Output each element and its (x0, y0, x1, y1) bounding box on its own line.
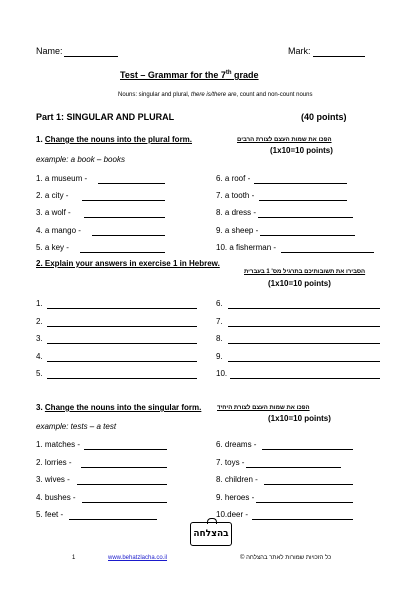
ex3-item-label: 5. feet - (36, 510, 64, 519)
mark-field[interactable] (313, 56, 365, 57)
ex1-instruction: 1. Change the nouns into the plural form. (36, 135, 193, 144)
ex3-item-label: 6. dreams - (216, 440, 257, 449)
ex1-item-answer-line[interactable] (84, 217, 165, 218)
logo-arch-icon (207, 518, 217, 524)
ex3-instruction: 3. Change the nouns into the singular form. (36, 403, 202, 412)
ex2-item-answer-line[interactable] (228, 308, 380, 309)
ex3-item-answer-line[interactable] (246, 467, 341, 468)
ex2-item-label: 8. (216, 334, 223, 343)
ex1-item-label: 4. a mango - (36, 225, 81, 235)
ex1-item-label: 7. a tooth - (216, 191, 255, 201)
ex2-item-label: 9. (216, 351, 223, 361)
part1-title: Part 1: SINGULAR AND PLURAL (36, 112, 175, 122)
ex2-hebrew: הסבירו את תשובותיכם בתרגיל מס' 1 בעברית (244, 269, 366, 275)
ex2-points: (1x10=10 points) (268, 279, 331, 288)
ex1-hebrew: הפכו את שמות העצם לצורת הרבים (237, 137, 332, 143)
site-link[interactable]: www.behatzlacha.co.il (108, 555, 168, 561)
ex3-item-answer-line[interactable] (81, 467, 167, 468)
logo: בהצלחה (190, 522, 232, 546)
ex2-item-answer-line[interactable] (47, 361, 197, 362)
ex2-item-label: 4. (36, 351, 43, 361)
ex1-item-answer-line[interactable] (254, 183, 347, 184)
part1-points: (40 points) (301, 112, 347, 122)
ex3-item-answer-line[interactable] (256, 502, 353, 503)
ex3-item-answer-line[interactable] (262, 449, 353, 450)
ex2-item-answer-line[interactable] (47, 308, 197, 309)
ex1-item-label: 2. a city - (36, 191, 69, 201)
ex3-item-label: 4. bushes - (36, 492, 76, 502)
mark-label: Mark: (288, 46, 311, 56)
ex1-item-answer-line[interactable] (258, 217, 353, 218)
ex1-item-answer-line[interactable] (98, 183, 165, 184)
name-label: Name: (36, 46, 63, 56)
ex1-item-answer-line[interactable] (80, 252, 165, 253)
ex3-item-answer-line[interactable] (84, 449, 167, 450)
ex1-item-answer-line[interactable] (92, 235, 165, 236)
page-number: 1 (72, 555, 76, 561)
ex3-item-label: 3. wives - (36, 475, 70, 484)
ex1-item-label: 1. a museum - (36, 174, 88, 183)
ex2-item-answer-line[interactable] (228, 326, 380, 327)
ex1-item-label: 8. a dress - (216, 208, 257, 218)
ex3-item-label: 9. heroes - (216, 492, 255, 502)
ex2-item-label: 3. (36, 334, 43, 343)
ex3-item-label: 7. toys - (216, 457, 245, 467)
ex2-item-answer-line[interactable] (230, 378, 380, 379)
name-field[interactable] (64, 56, 118, 57)
ex3-item-label: 2. lorries - (36, 457, 72, 467)
ex3-item-answer-line[interactable] (77, 484, 167, 485)
ex3-item-label: 10.deer - (216, 510, 249, 519)
ex3-item-label: 1. matches - (36, 440, 81, 449)
ex1-item-answer-line[interactable] (82, 200, 165, 201)
ex3-points: (1x10=10 points) (268, 414, 331, 423)
ex2-item-label: 5. (36, 369, 43, 378)
ex3-item-answer-line[interactable] (82, 502, 167, 503)
ex1-example: example: a book – books (36, 155, 125, 164)
ex2-instruction: 2. Explain your answers in exercise 1 in Hebrew. (36, 259, 220, 268)
ex2-item-label: 1. (36, 299, 43, 308)
ex3-item-answer-line[interactable] (252, 519, 353, 520)
ex1-item-label: 3. a wolf - (36, 208, 71, 218)
copyright: כל הזכויות שמורות לאתר בהצלחה © (240, 555, 332, 561)
ex3-example: example: tests – a test (36, 422, 117, 431)
ex1-item-answer-line[interactable] (281, 252, 374, 253)
ex3-item-answer-line[interactable] (69, 519, 157, 520)
ex1-item-answer-line[interactable] (260, 235, 355, 236)
ex2-item-answer-line[interactable] (228, 361, 380, 362)
ex2-item-answer-line[interactable] (228, 343, 380, 344)
ex1-item-label: 10. a fisherman - (216, 242, 277, 252)
ex1-item-answer-line[interactable] (259, 200, 347, 201)
ex2-item-label: 6. (216, 299, 223, 308)
ex2-item-label: 7. (216, 316, 223, 326)
test-title: Test – Grammar for the 7th grade (120, 70, 259, 80)
ex1-item-label: 5. a key - (36, 242, 69, 252)
test-subtitle: Nouns: singular and plural, there is/there are, count and non-count nouns (118, 92, 313, 98)
ex1-points: (1x10=10 points) (270, 146, 333, 155)
ex2-item-label: 2. (36, 316, 43, 326)
ex3-item-answer-line[interactable] (264, 484, 353, 485)
ex2-item-label: 10. (216, 369, 228, 378)
ex1-item-label: 9. a sheep - (216, 225, 259, 235)
ex1-item-label: 6. a roof - (216, 174, 251, 183)
ex3-item-label: 8. children - (216, 475, 258, 484)
ex3-hebrew: הפכו את שמות העצם לצורת היחיד (217, 405, 310, 411)
ex2-item-answer-line[interactable] (47, 378, 197, 379)
ex2-item-answer-line[interactable] (47, 343, 197, 344)
ex2-item-answer-line[interactable] (47, 326, 197, 327)
